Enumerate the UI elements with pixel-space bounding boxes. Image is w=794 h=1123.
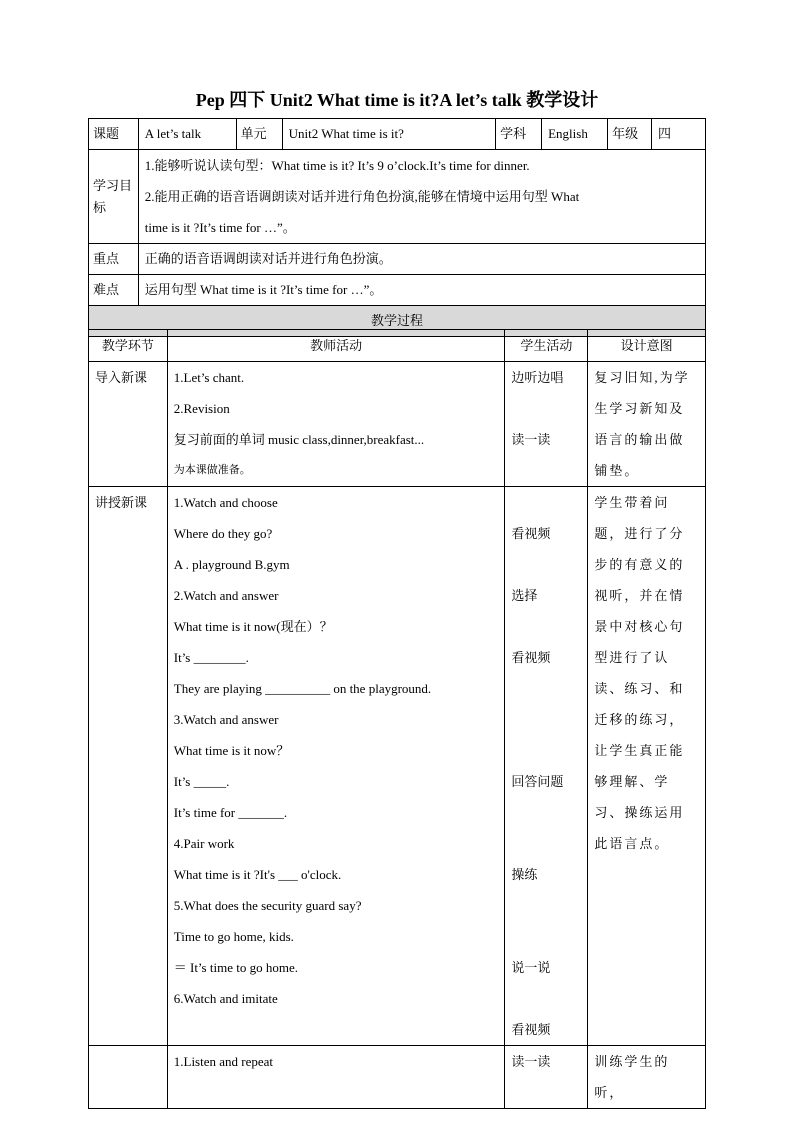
teacher-line: 5.What does the security guard say? (173, 898, 362, 913)
student-line: 看视频 (511, 650, 551, 665)
info-table (88, 118, 706, 337)
teacher-line: It’s ________. (173, 650, 249, 665)
teacher-line: It’s time for _______. (173, 805, 288, 820)
teacher-line: Where do they go? (173, 526, 273, 541)
teacher-cell: 1.Listen and repeat (167, 1046, 505, 1109)
teacher-line: 3.Watch and answer (173, 712, 279, 727)
stage-cell: 导入新课 (89, 362, 168, 487)
teacher-line: What time is it now？ (173, 743, 290, 758)
teacher-line: 4.Pair work (173, 836, 235, 851)
table-row (89, 1046, 706, 1109)
student-line (511, 921, 581, 952)
learning-goals (138, 150, 705, 244)
table-row (89, 487, 706, 1046)
goal-line: 1.能够听说认读句型：What time is it? It’s 9 o’clock.It’s time for dinner. (144, 158, 530, 173)
key-value: 正确的语音语调朗读对话并进行角色扮演。 (138, 244, 705, 275)
teacher-line: What time is it now(现在）？ (173, 619, 333, 634)
student-line: 回答问题 (511, 774, 564, 789)
subject-label: 学科 (496, 119, 542, 150)
stage-cell (89, 1046, 168, 1109)
process-table (88, 329, 706, 1109)
student-line: 看视频 (511, 526, 551, 541)
intent-cell: 复习旧知,为学生学习新知及语言的输出做铺垫。 (588, 362, 706, 487)
student-line (511, 393, 581, 424)
student-line (511, 735, 581, 766)
difficult-value: 运用句型 What time is it ?It’s time for …”。 (138, 275, 705, 306)
page-title: Pep 四下 Unit2 What time is it?A let’s talk 教学设计 (195, 90, 599, 110)
teacher-line: 2.Revision (173, 401, 230, 416)
student-line (511, 890, 581, 921)
student-cell (505, 487, 588, 1046)
grade-value: 四 (652, 119, 706, 150)
student-line (511, 487, 581, 518)
teacher-line: 复习前面的单词 music class,dinner,breakfast... (173, 432, 425, 447)
difficult-label: 难点 (89, 275, 139, 306)
teacher-cell (167, 487, 505, 1046)
grade-label: 年级 (608, 119, 652, 150)
student-line: 说一说 (511, 960, 551, 975)
teacher-line: A . playground B.gym (173, 557, 290, 572)
teacher-line: 6.Watch and imitate (173, 991, 278, 1006)
col-student-header: 学生活动 (505, 330, 588, 362)
table-row (89, 362, 706, 487)
student-line: 看视频 (511, 1022, 551, 1037)
student-line (511, 549, 581, 580)
subject-value: English (542, 119, 608, 150)
student-line (511, 797, 581, 828)
stage-cell: 讲授新课 (89, 487, 168, 1046)
teacher-line: What time is it ?It's ___ o'clock. (173, 867, 342, 882)
teacher-line: 为本课做准备。 (173, 464, 251, 476)
teacher-line: 1.Watch and choose (173, 495, 278, 510)
teacher-line: 2.Watch and answer (173, 588, 279, 603)
intent-cell: 训练学生的听， (588, 1046, 706, 1109)
student-line (511, 828, 581, 859)
topic-label: 课题 (89, 119, 139, 150)
col-teacher-header: 教师活动 (167, 330, 505, 362)
goal-line: 2.能用正确的语音语调朗读对话并进行角色扮演,能够在情境中运用句型 What (144, 189, 580, 204)
student-line (511, 704, 581, 735)
student-line (511, 983, 581, 1014)
unit-value: Unit2 What time is it? (282, 119, 496, 150)
student-line: 读一读 (511, 432, 551, 447)
student-line (511, 611, 581, 642)
intent-cell: 学生带着问题，进行了分步的有意义的视听，并在情景中对核心句型进行了认读、练习、和迁移的练习，让学生真正能够理解、学习、操练运用此语言点。 (588, 487, 706, 1046)
teacher-line: ＝ It’s time to go home. (173, 960, 298, 975)
student-cell (505, 362, 588, 487)
col-intent-header: 设计意图 (588, 330, 706, 362)
teacher-line: 1.Let’s chant. (173, 370, 245, 385)
student-line: 选择 (511, 588, 538, 603)
student-line (511, 673, 581, 704)
goal-line: time is it ?It’s time for …”。 (144, 220, 296, 235)
key-label: 重点 (89, 244, 139, 275)
teacher-line: It’s _____. (173, 774, 230, 789)
teacher-line: Time to go home, kids. (173, 929, 294, 944)
student-cell: 读一读 (505, 1046, 588, 1109)
teacher-cell (167, 362, 505, 487)
unit-label: 单元 (236, 119, 282, 150)
process-header: 教学过程 (89, 306, 706, 337)
teacher-line: They are playing __________ on the playground. (173, 681, 432, 696)
student-line: 操练 (511, 867, 538, 882)
topic-value: A let’s talk (138, 119, 236, 150)
student-line: 边听边唱 (511, 370, 564, 385)
goals-label: 学习目标 (89, 150, 139, 244)
col-stage-header: 教学环节 (89, 330, 168, 362)
